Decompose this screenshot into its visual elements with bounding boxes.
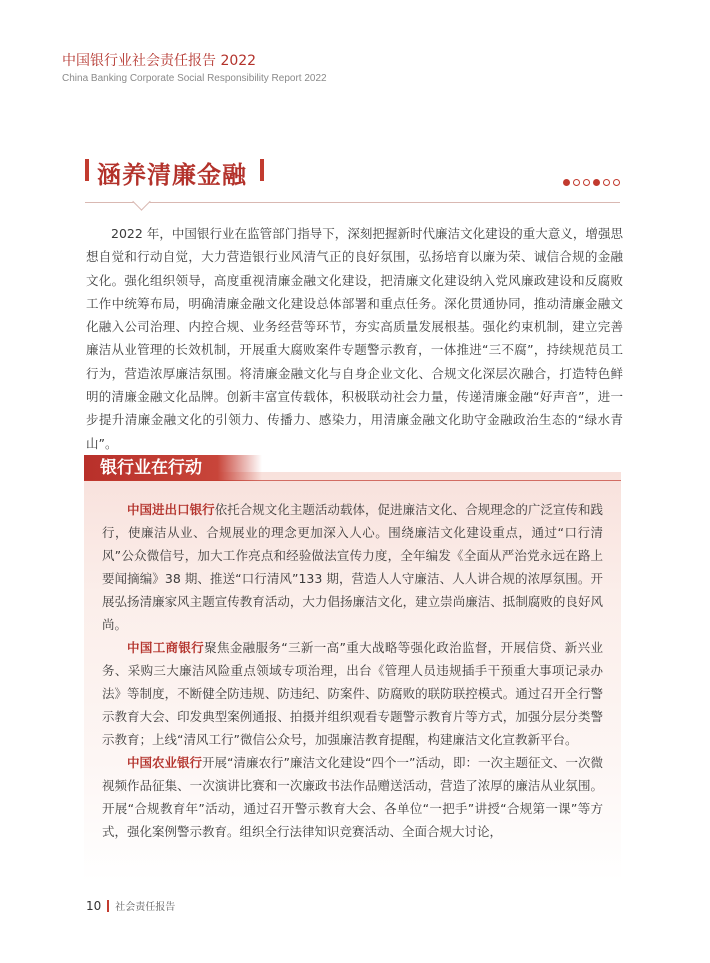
- bank-item: [102, 751, 603, 843]
- page-title: 涵养清廉金融: [97, 160, 247, 189]
- footer-label: 社会责任报告: [115, 902, 176, 913]
- report-title-en: China Banking Corporate Social Responsibility Report 2022: [62, 73, 327, 84]
- bank-item: [102, 636, 603, 751]
- page-footer: [86, 898, 175, 913]
- bank-name: 中国工商银行: [127, 640, 205, 655]
- report-title-cn: 中国银行业社会责任报告 2022: [62, 53, 257, 69]
- banks-section-title: 银行业在行动: [84, 455, 262, 481]
- dot-icon: [573, 179, 580, 186]
- report-header: [62, 52, 327, 84]
- banks-list: [102, 498, 603, 843]
- dot-icon: [613, 179, 620, 186]
- banks-section-divider: [84, 480, 621, 481]
- bank-text: 聚焦金融服务“三新一高”重大战略等强化政治监督，开展信贷、新兴业务、采购三大廉洁风险重点领域专项治理，出台《管理人员违规插手干预重大事项记录办法》等制度，不断健全防违规、防违纪、防案件、防腐败的联防联控模式。通过召开全行警示教育大会、印发典型案例通报、拍摄并组织观看专题警示教育片等方式，加强分层分类警示教育；上线“清风工行”微信公众号，加强廉洁教育提醒，构建廉洁文化宣教新平台。: [102, 640, 603, 747]
- title-divider: [85, 202, 620, 203]
- title-bar-left: [85, 159, 89, 181]
- bank-name: 中国进出口银行: [127, 502, 215, 517]
- intro-paragraph-block: [86, 222, 623, 455]
- dot-icon: [603, 179, 610, 186]
- page-number: 10: [86, 898, 102, 913]
- bank-item: [102, 498, 603, 636]
- dot-icon: [593, 179, 600, 186]
- title-notch-icon: [132, 192, 150, 210]
- footer-divider: [107, 900, 109, 912]
- intro-paragraph: 2022 年，中国银行业在监管部门指导下，深刻把握新时代廉洁文化建设的重大意义，增强思想自觉和行动自觉，大力营造银行业风清气正的良好氛围，弘扬培育以廉为荣、诚信合规的金融文化。强化组织领导，高度重视清廉金融文化建设，把清廉文化建设纳入党风廉政建设和反腐败工作中统筹布局，明确清廉金融文化建设总体部署和重点任务。深化贯通协同，推动清廉金融文化融入公司治理、内控合规、业务经营等环节，夯实高质量发展根基。强化约束机制，建立完善廉洁从业管理的长效机制，开展重大腐败案件专题警示教育，一体推进“三不腐”，持续规范员工行为，营造浓厚廉洁氛围。将清廉金融文化与自身企业文化、合规文化深层次融合，打造特色鲜明的清廉金融文化品牌。创新丰富宣传载体，积极联动社会力量，传递清廉金融“好声音”，进一步提升清廉金融文化的引领力、传播力、感染力，用清廉金融文化助守金融政治生态的“绿水青山”。: [86, 226, 623, 451]
- decorative-dots: [563, 179, 620, 186]
- banks-section-header: [84, 455, 621, 481]
- bank-name: 中国农业银行: [127, 755, 203, 770]
- bank-text: 开展“清廉农行”廉洁文化建设“四个一”活动，即：一次主题征文、一次微视频作品征集、一次演讲比赛和一次廉政书法作品赠送活动，营造了浓厚的廉洁从业氛围。开展“合规教育年”活动，通过召开警示教育大会、各单位“一把手”讲授“合规第一课”等方式，强化案例警示教育。组织全行法律知识竞赛活动、全面合规大讨论，: [102, 755, 603, 839]
- bank-text: 依托合规文化主题活动载体，促进廉洁文化、合规理念的广泛宣传和践行，使廉洁从业、合规展业的理念更加深入人心。围绕廉洁文化建设重点，通过“口行清风”公众微信号，加大工作亮点和经验做法宣传力度，全年编发《全面从严治党永远在路上要闻摘编》38 期、推送“口行清风”133 期，营造人人守廉洁、人人讲合规的浓厚氛围。开展弘扬清廉家风主题宣传教育活动，大力倡扬廉洁文化，建立崇尚廉洁、抵制腐败的良好风尚。: [102, 502, 603, 632]
- title-bar-right: [260, 159, 264, 181]
- dot-icon: [583, 179, 590, 186]
- dot-icon: [563, 179, 570, 186]
- section-title-block: [85, 155, 620, 205]
